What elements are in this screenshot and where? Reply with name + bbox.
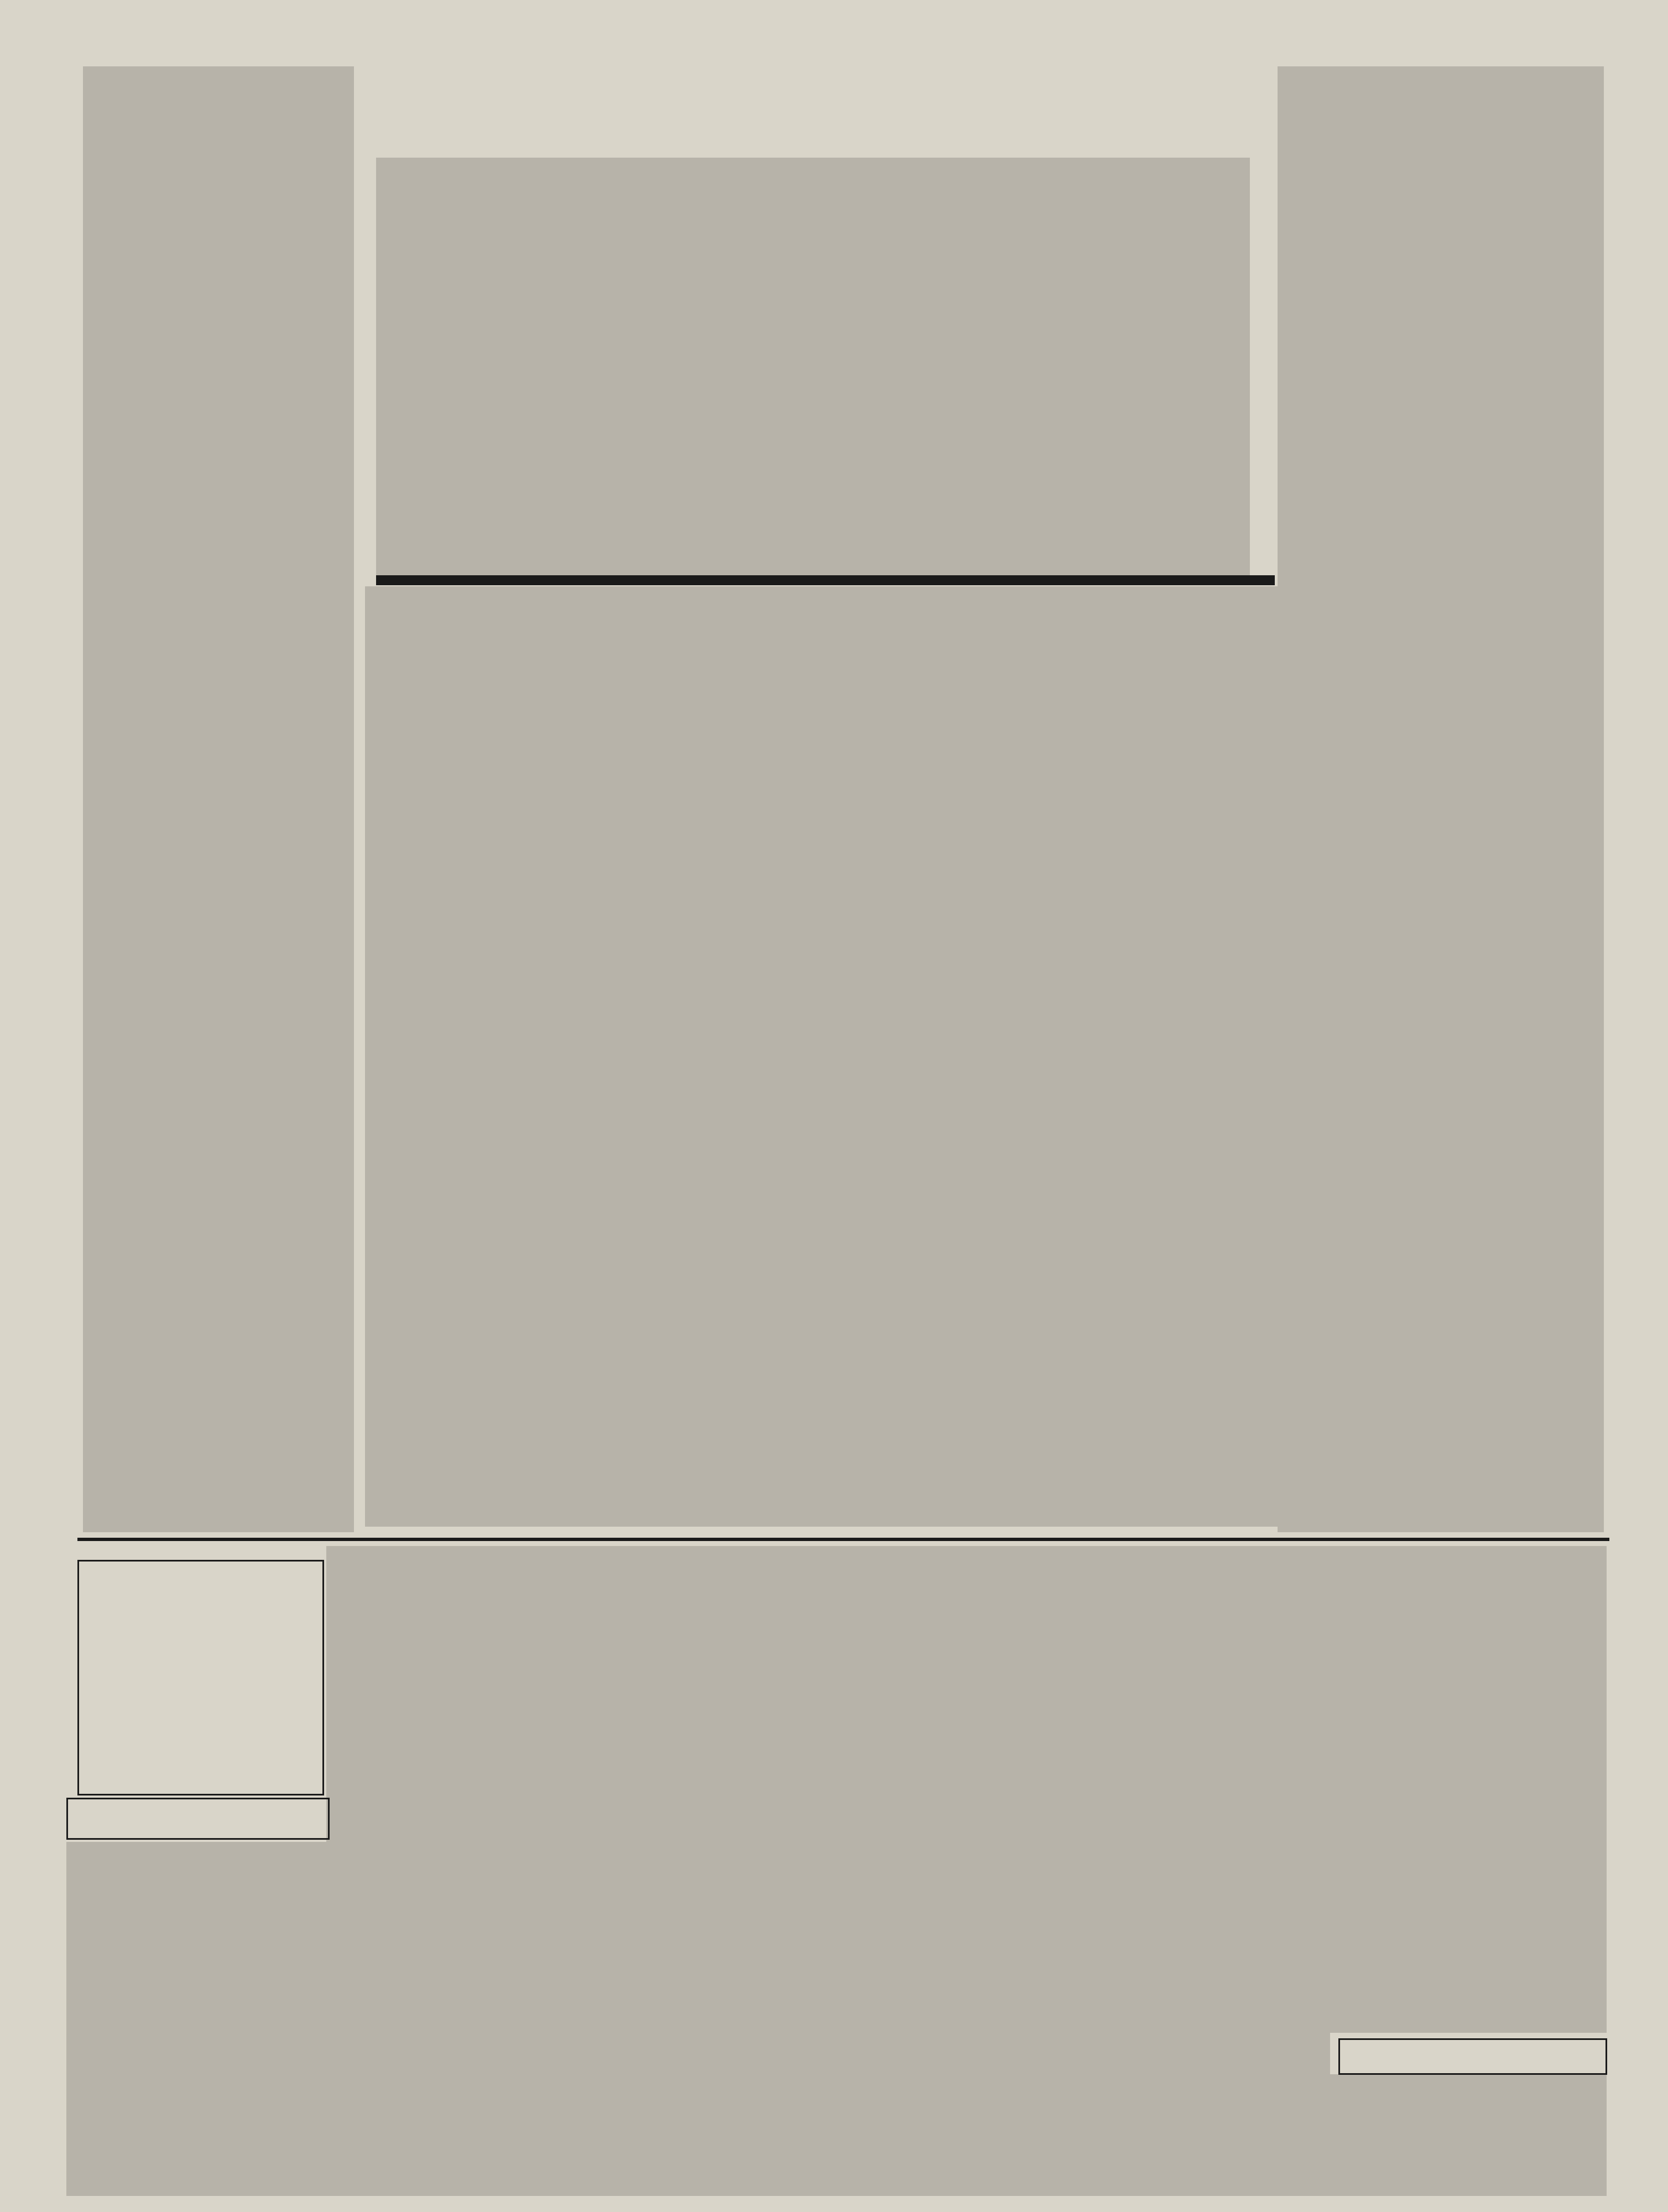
ads-column-6 <box>1330 1546 1607 2033</box>
ads-column-4 <box>832 1546 1087 2196</box>
lower-column-3 <box>951 586 1278 1527</box>
article-column-3-text <box>774 158 973 578</box>
article-column-2-text <box>575 158 774 578</box>
left-column-text-block <box>83 66 354 1532</box>
chleb-ad-title <box>111 1582 288 1613</box>
lower-column-2 <box>675 586 951 1527</box>
ads-top-rule <box>77 1538 1609 1541</box>
ads-column-6-bottom <box>1330 2074 1607 2196</box>
kupno-sprzedaz-header <box>77 1804 315 1830</box>
right-column-text-block <box>1278 66 1604 1532</box>
lower-column-1 <box>365 586 675 1527</box>
ads-column-3 <box>561 1546 832 2196</box>
posad-poszukuje-header <box>1349 2043 1593 2065</box>
ads-column-5 <box>1087 1546 1330 2196</box>
article-column-1-text <box>376 158 575 578</box>
article-separator <box>376 575 1275 585</box>
ads-column-1 <box>66 1842 326 2196</box>
main-subheadline <box>564 111 1106 155</box>
ads-column-2 <box>326 1546 561 2196</box>
article-column-4-text <box>973 158 1250 578</box>
